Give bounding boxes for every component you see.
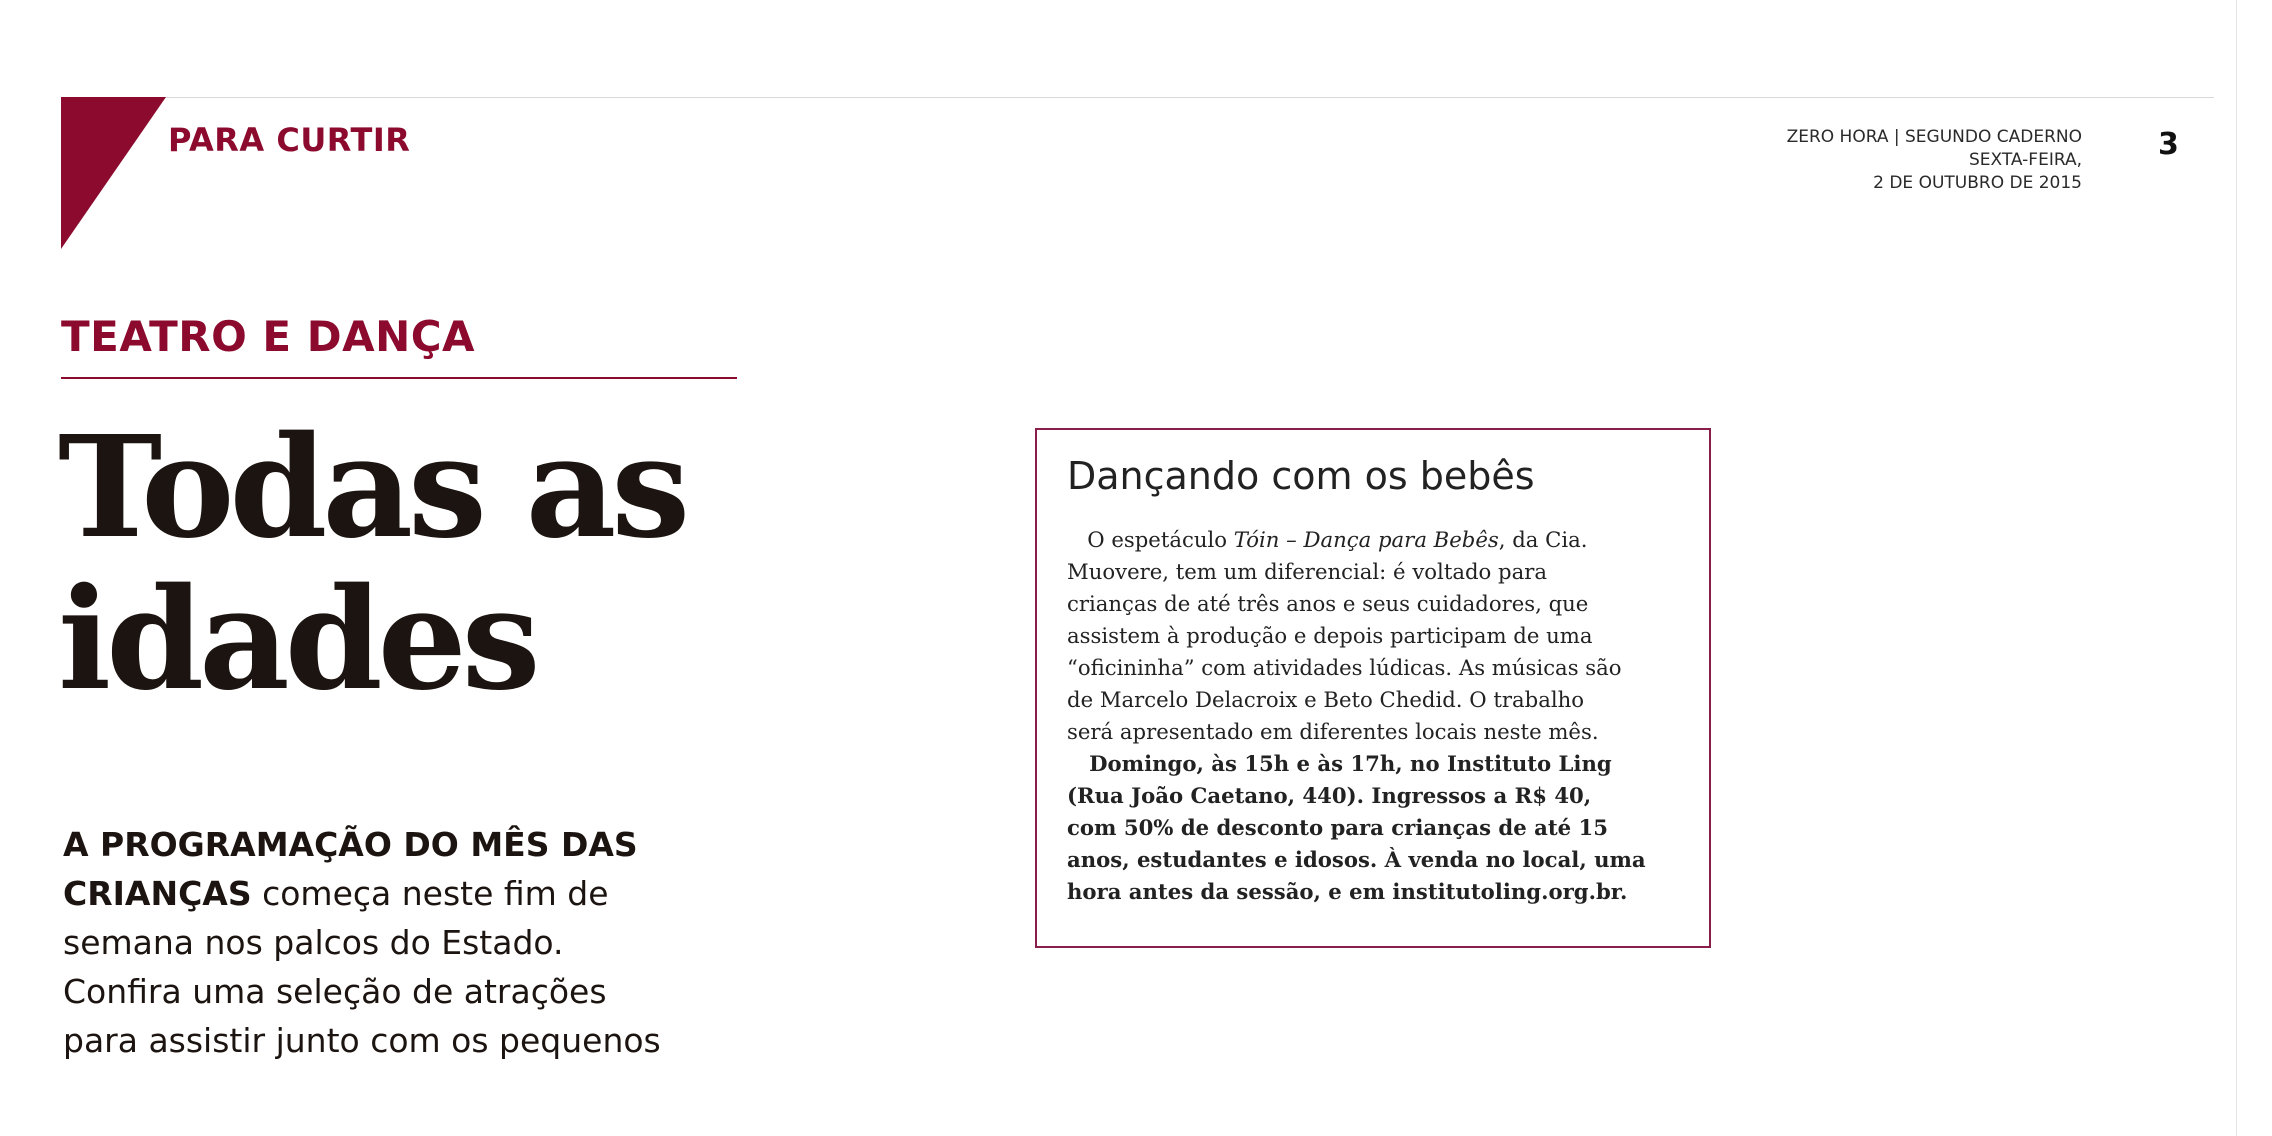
headline-line-1: Todas as (58, 406, 686, 570)
event-description-line: será apresentado em diferentes locais neste mês. (1067, 719, 1599, 744)
event-description-line: “oficininha” com atividades lúdicas. As músicas são (1067, 655, 1622, 680)
article-headline (58, 406, 686, 722)
weekday: SEXTA-FEIRA, (1968, 150, 2082, 170)
publication-name: ZERO HORA | SEGUNDO CADERNO (1786, 127, 2082, 147)
lead-line-5: para assistir junto com os pequenos (63, 1021, 661, 1060)
headline-line-2: idades (58, 558, 536, 722)
event-box (1035, 428, 1711, 948)
lead-line-3: semana nos palcos do Estado. (63, 923, 564, 962)
event-box-body (1067, 524, 1683, 908)
lead-bold-2: CRIANÇAS (63, 874, 252, 913)
event-info-line: com 50% de desconto para crianças de até 15 (1067, 815, 1608, 840)
article-lead (63, 820, 703, 1065)
lead-bold-1: A PROGRAMAÇÃO DO MÊS DAS (63, 825, 638, 864)
event-description-text: , da Cia. (1498, 527, 1588, 552)
event-description-line (1067, 524, 1683, 556)
article-kicker: TEATRO E DANÇA (61, 312, 476, 361)
event-info-line: (Rua João Caetano, 440). Ingressos a R$ 40, (1067, 783, 1592, 808)
event-description-line: Muovere, tem um diferencial: é voltado para (1067, 559, 1547, 584)
event-description-line: de Marcelo Delacroix e Beto Chedid. O trabalho (1067, 687, 1585, 712)
event-info-line (1067, 748, 1683, 780)
top-rule (61, 97, 2214, 98)
event-info-text: Domingo, às 15h e às 17h, no Instituto Ling (1089, 751, 1612, 776)
show-title: Tóin – Dança para Bebês (1233, 527, 1499, 552)
kicker-rule (61, 377, 737, 379)
event-description-text: O espetáculo (1087, 527, 1234, 552)
event-description-line: crianças de até três anos e seus cuidadores, que (1067, 591, 1589, 616)
event-description-line: assistem à produção e depois participam de uma (1067, 623, 1593, 648)
lead-rest-2: começa neste fim de (251, 874, 609, 913)
event-info-line: anos, estudantes e idosos. À venda no local, uma (1067, 847, 1646, 872)
lead-line-4: Confira uma seleção de atrações (63, 972, 607, 1011)
page-number: 3 (2158, 127, 2179, 162)
event-info-line: hora antes da sessão, e em institutoling.org.br. (1067, 879, 1628, 904)
event-box-title: Dançando com os bebês (1067, 454, 1535, 498)
masthead (1787, 126, 2082, 195)
section-corner-triangle (61, 97, 166, 249)
issue-date: 2 DE OUTUBRO DE 2015 (1873, 173, 2082, 193)
section-label: PARA CURTIR (168, 121, 411, 159)
page-edge (2236, 0, 2272, 1136)
